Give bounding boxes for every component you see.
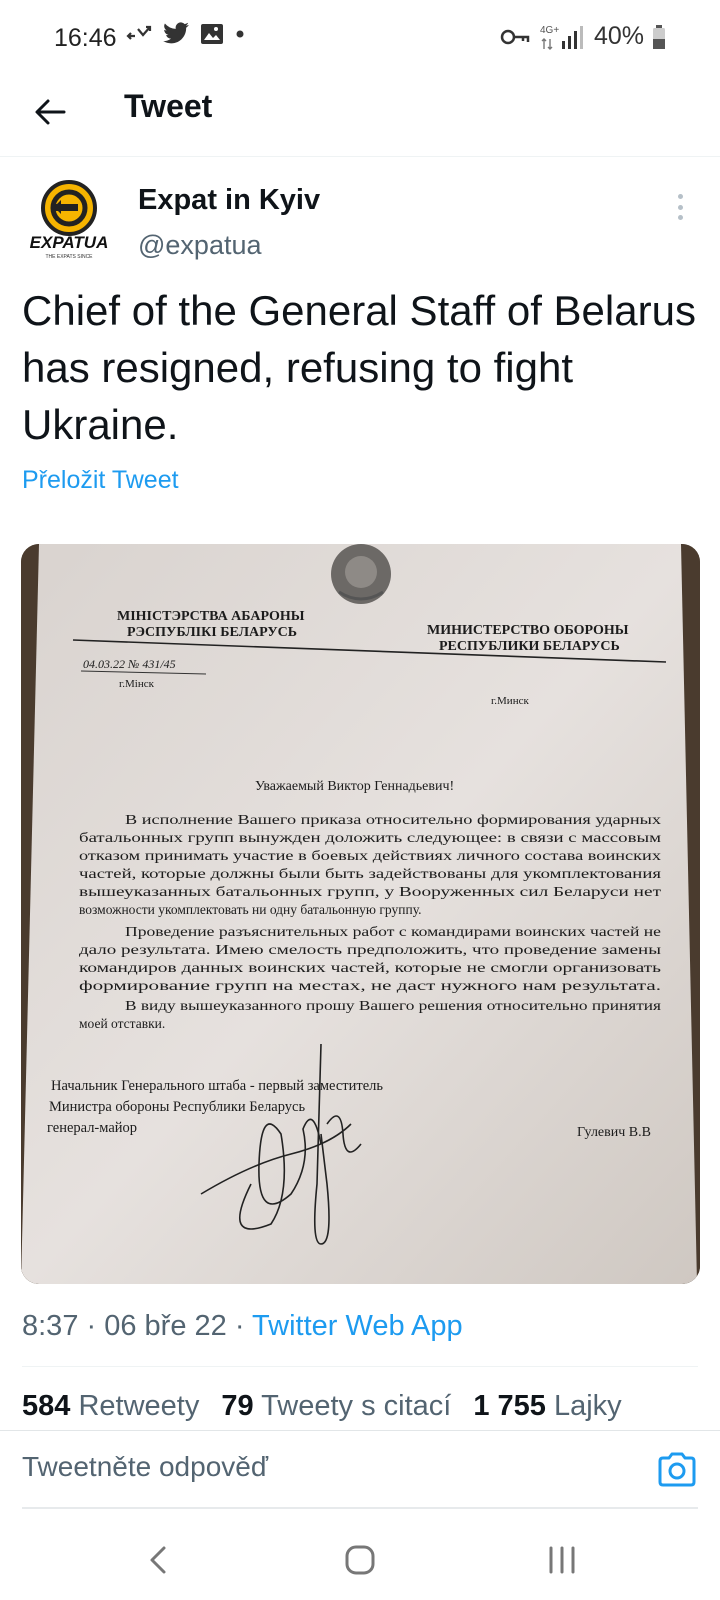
doc-body-line: В исполнение Вашего приказа относительно формирования ударных bbox=[125, 812, 662, 827]
dot-icon bbox=[234, 23, 246, 45]
app-bar bbox=[0, 70, 720, 157]
divider bbox=[22, 1507, 698, 1509]
more-options-button[interactable] bbox=[668, 190, 692, 224]
doc-header-right-1: МИНИСТЕРСТВО ОБОРОНЫ bbox=[427, 623, 629, 638]
retweets-stat[interactable] bbox=[22, 1390, 199, 1423]
nav-back-button[interactable] bbox=[140, 1540, 180, 1580]
doc-header-left-1: МІНІСТЭРСТВА АБАРОНЫ bbox=[117, 609, 305, 624]
doc-body-line: частей, которые должны были быть задействованы для укомплектования bbox=[79, 866, 661, 881]
doc-city-right: г.Минск bbox=[491, 695, 529, 707]
more-dot-icon bbox=[678, 194, 683, 199]
system-nav-bar bbox=[0, 1520, 720, 1600]
quotes-label: Tweety s citací bbox=[261, 1390, 452, 1422]
recents-icon bbox=[542, 1540, 582, 1580]
doc-body-line: Проведение разъяснительных работ с командирами воинских частей не bbox=[125, 924, 661, 939]
reply-input[interactable]: Tweetněte odpověď bbox=[22, 1451, 269, 1482]
author-name[interactable]: Expat in Kyiv bbox=[138, 184, 321, 216]
doc-body-line: дало результата. Имею смелость предположить, что проведение замены bbox=[79, 942, 661, 957]
missed-call-icon bbox=[126, 23, 152, 45]
status-bar bbox=[0, 0, 720, 80]
more-dot-icon bbox=[678, 215, 683, 220]
tweet-meta bbox=[22, 1310, 463, 1343]
doc-body-line: моей отставки. bbox=[79, 1016, 166, 1031]
doc-header-left-2: РЭСПУБЛІКІ БЕЛАРУСЬ bbox=[127, 625, 298, 640]
retweets-label: Retweety bbox=[78, 1390, 200, 1422]
status-time: 16:46 bbox=[54, 24, 117, 52]
doc-body-line: В виду вышеуказанного прошу Вашего решения относительно принятия bbox=[125, 998, 661, 1013]
avatar-logo-text: EXPATUA bbox=[29, 233, 109, 252]
gallery-icon bbox=[200, 23, 224, 45]
doc-signatory: Гулевич В.В bbox=[577, 1125, 651, 1140]
nav-recents-button[interactable] bbox=[542, 1540, 582, 1580]
reply-bar bbox=[0, 1431, 720, 1507]
tweet-stats bbox=[22, 1390, 644, 1423]
quotes-stat[interactable] bbox=[221, 1390, 451, 1423]
battery-percent: 40% bbox=[593, 22, 644, 50]
camera-button[interactable] bbox=[656, 1449, 698, 1491]
likes-stat[interactable] bbox=[473, 1390, 621, 1423]
state-emblem bbox=[331, 544, 391, 604]
doc-body-line: вышеуказанных батальонных групп, у Вооруженных сил Беларуси нет bbox=[79, 884, 662, 899]
camera-icon bbox=[656, 1449, 698, 1491]
retweets-count: 584 bbox=[22, 1390, 71, 1422]
status-notification-icons bbox=[126, 22, 246, 46]
page-title: Tweet bbox=[124, 88, 213, 124]
doc-reg-number: 04.03.22 № 431/45 bbox=[83, 657, 176, 671]
battery-icon bbox=[652, 25, 666, 49]
author-handle[interactable]: @expatua bbox=[138, 230, 262, 260]
likes-label: Lajky bbox=[553, 1390, 622, 1422]
avatar[interactable] bbox=[24, 178, 114, 268]
home-square-icon bbox=[340, 1540, 380, 1580]
signal-icon bbox=[538, 23, 586, 51]
chevron-left-icon bbox=[140, 1540, 180, 1580]
doc-city-left: г.Мінск bbox=[119, 678, 154, 690]
tweet-image[interactable] bbox=[21, 544, 700, 1284]
doc-body-line: возможности укомплектовать ни одну батальонную группу. bbox=[79, 902, 422, 917]
twitter-icon bbox=[162, 22, 190, 46]
tweet-date: 06 bře 22 bbox=[104, 1310, 227, 1342]
doc-signature-line: Начальник Генерального штаба - первый заместитель bbox=[51, 1078, 383, 1094]
key-icon bbox=[500, 27, 530, 47]
translate-tweet-link[interactable]: Přeložit Tweet bbox=[22, 466, 179, 494]
source-app-link[interactable]: Twitter Web App bbox=[252, 1310, 463, 1342]
doc-body-line: отказом принимать участие в боевых действиях личного состава воинских bbox=[79, 848, 662, 863]
tweet-time: 8:37 bbox=[22, 1310, 79, 1342]
doc-header-right-2: РЕСПУБЛИКИ БЕЛАРУСЬ bbox=[439, 639, 620, 654]
nav-home-button[interactable] bbox=[340, 1540, 380, 1580]
doc-signature-line: Министра обороны Республики Беларусь bbox=[49, 1099, 306, 1115]
back-button[interactable] bbox=[22, 84, 78, 140]
arrow-left-icon bbox=[34, 98, 66, 126]
network-type: 4G+ bbox=[539, 24, 560, 36]
quotes-count: 79 bbox=[221, 1390, 254, 1422]
meta-separator: · bbox=[78, 1310, 105, 1342]
divider bbox=[22, 1366, 698, 1367]
doc-body-line: батальонных групп вынужден доложить следующее: в связи с массовым bbox=[79, 830, 662, 845]
tweet-text: Chief of the General Staff of Belarus has resigned, refusing to fight Ukraine. bbox=[22, 287, 696, 448]
doc-salutation: Уважаемый Виктор Геннадьевич! bbox=[255, 779, 455, 794]
more-dot-icon bbox=[678, 205, 683, 210]
doc-body-line: командиров данных воинских частей, которые не смогли организовать bbox=[79, 960, 661, 975]
doc-signature-line: генерал-майор bbox=[47, 1120, 138, 1136]
likes-count: 1 755 bbox=[473, 1390, 546, 1422]
doc-body-line: формирование групп на местах, не даст нужного нам результата. bbox=[79, 978, 661, 993]
avatar-tagline: THE EXPATS SINCE bbox=[45, 254, 93, 260]
meta-separator: · bbox=[226, 1310, 253, 1342]
status-system-icons bbox=[500, 22, 666, 51]
